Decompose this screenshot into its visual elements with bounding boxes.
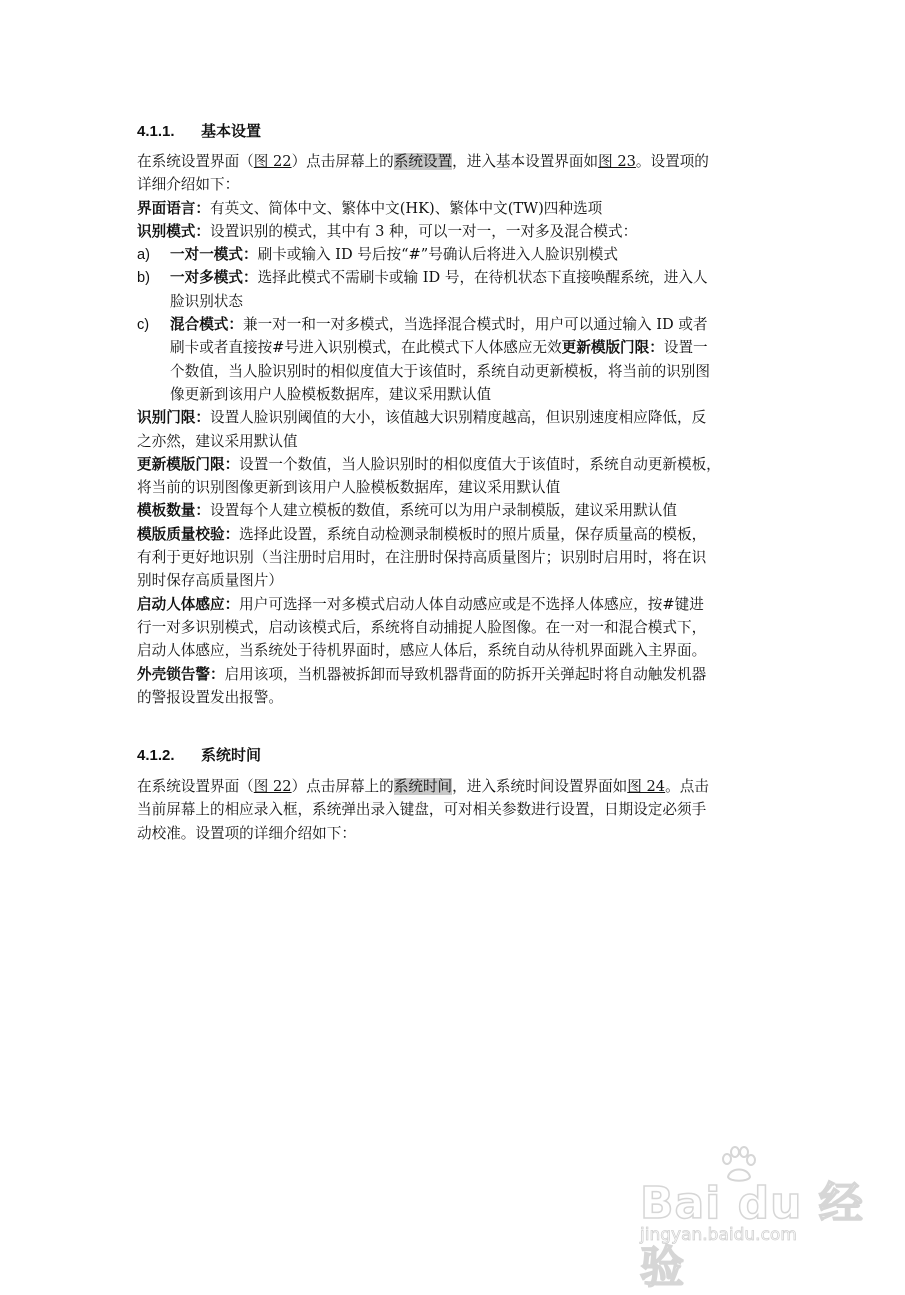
figure-22-link[interactable]: 图 22 bbox=[253, 778, 292, 795]
intro-line-2: 详细介绍如下： bbox=[137, 176, 240, 194]
figure-23-link[interactable]: 图 23 bbox=[598, 153, 636, 170]
figure-22-link[interactable]: 图 22 bbox=[253, 153, 292, 170]
body-sensing-para: 启动人体感应：用户可选择一对多模式启动人体自动感应或是不选择人体感应，按#键进 bbox=[137, 595, 704, 613]
section-number: 4.1.2. bbox=[137, 747, 175, 764]
threshold-para: 识别门限：设置人脸识别阈值的大小，该值越大识别精度越高，但识别速度相应降低，反 bbox=[137, 409, 707, 427]
baidu-watermark bbox=[640, 1145, 880, 1293]
update-threshold-para-cont: 将当前的识别图像更新到该用户人脸模板数据库，建议采用默认值 bbox=[137, 479, 561, 497]
intro-line-3: 动校准。设置项的详细介绍如下： bbox=[137, 824, 356, 842]
section-heading-4-1-2 bbox=[137, 744, 261, 765]
quality-check-para-cont-1: 有利于更好地识别（当注册时启用时，在注册时保持高质量图片；识别时启用时，将在识 bbox=[137, 549, 707, 567]
figure-24-link[interactable]: 图 24 bbox=[627, 778, 666, 795]
list-item-c: c) 混合模式：兼一对一和一对多模式，当选择混合模式时，用户可以通过输入 ID 或者 bbox=[137, 316, 708, 334]
template-count-para: 模板数量：设置每个人建立模板的数值，系统可以为用户录制模版，建议采用默认值 bbox=[137, 502, 677, 520]
tamper-alarm-para: 外壳锁告警：启用该项，当机器被拆卸而导致机器背面的防拆开关弹起时将自动触发机器 bbox=[137, 665, 707, 683]
mode-para: 识别模式：设置识别的模式，其中有 3 种，可以一对一，一对多及混合模式： bbox=[137, 222, 638, 240]
list-item-c-cont-2: 个数值，当人脸识别时的相似度值大于该值时，系统自动更新模板，将当前的识别图 bbox=[170, 362, 710, 380]
quality-check-para-cont-2: 别时保存高质量图片） bbox=[137, 572, 283, 590]
highlighted-term: 系统时间 bbox=[393, 778, 453, 795]
intro-line-1: 在系统设置界面（图 22）点击屏幕上的系统时间，进入系统时间设置界面如图 24。点击 bbox=[137, 778, 709, 795]
section-title: 系统时间 bbox=[201, 747, 262, 764]
list-item-b: b) 一对多模式：选择此模式不需刷卡或输 ID 号，在待机状态下直接唤醒系统，进入人 bbox=[137, 269, 708, 287]
section-title: 基本设置 bbox=[201, 123, 262, 140]
body-sensing-para-cont-1: 行一对多识别模式，启动该模式后，系统将自动捕捉人脸图像。在一对一和混合模式下， bbox=[137, 618, 707, 636]
section-heading-4-1-1 bbox=[137, 120, 261, 141]
section-1-body bbox=[137, 150, 767, 709]
quality-check-para: 模版质量校验：选择此设置，系统自动检测录制模板时的照片质量，保存质量高的模板， bbox=[137, 525, 707, 543]
list-item-b-cont: 脸识别状态 bbox=[170, 292, 243, 310]
list-item-a: a) 一对一模式：刷卡或输入 ID 号后按“#”号确认后将进入人脸识别模式 bbox=[137, 246, 618, 264]
section-number: 4.1.1. bbox=[137, 123, 175, 140]
list-item-c-cont-3: 像更新到该用户人脸模板数据库，建议采用默认值 bbox=[170, 385, 492, 403]
watermark-url: jingyan.baidu.com bbox=[640, 1225, 797, 1245]
watermark-logo: Bai du 经验 bbox=[640, 1178, 864, 1293]
intro-line-2: 当前屏幕上的相应录入框，系统弹出录入键盘，可对相关参数进行设置，日期设定必须手 bbox=[137, 801, 707, 819]
body-sensing-para-cont-2: 启动人体感应，当系统处于待机界面时，感应人体后，系统自动从待机界面跳入主界面。 bbox=[137, 642, 707, 660]
threshold-para-cont: 之亦然，建议采用默认值 bbox=[137, 432, 298, 450]
intro-line-1: 在系统设置界面（图 22）点击屏幕上的系统设置，进入基本设置界面如图 23。设置项的 bbox=[137, 153, 709, 170]
update-threshold-para: 更新模版门限：设置一个数值，当人脸识别时的相似度值大于该值时，系统自动更新模板， bbox=[137, 455, 721, 473]
ui-language-para: 界面语言：有英文、简体中文、繁体中文(HK)、繁体中文(TW)四种选项 bbox=[137, 199, 603, 217]
tamper-alarm-para-cont: 的警报设置发出报警。 bbox=[137, 688, 283, 706]
list-item-c-cont-1: 刷卡或者直接按#号进入识别模式，在此模式下人体感应无效更新模版门限：设置一 bbox=[170, 339, 708, 357]
highlighted-term: 系统设置 bbox=[393, 153, 453, 170]
section-2-body bbox=[137, 775, 767, 845]
